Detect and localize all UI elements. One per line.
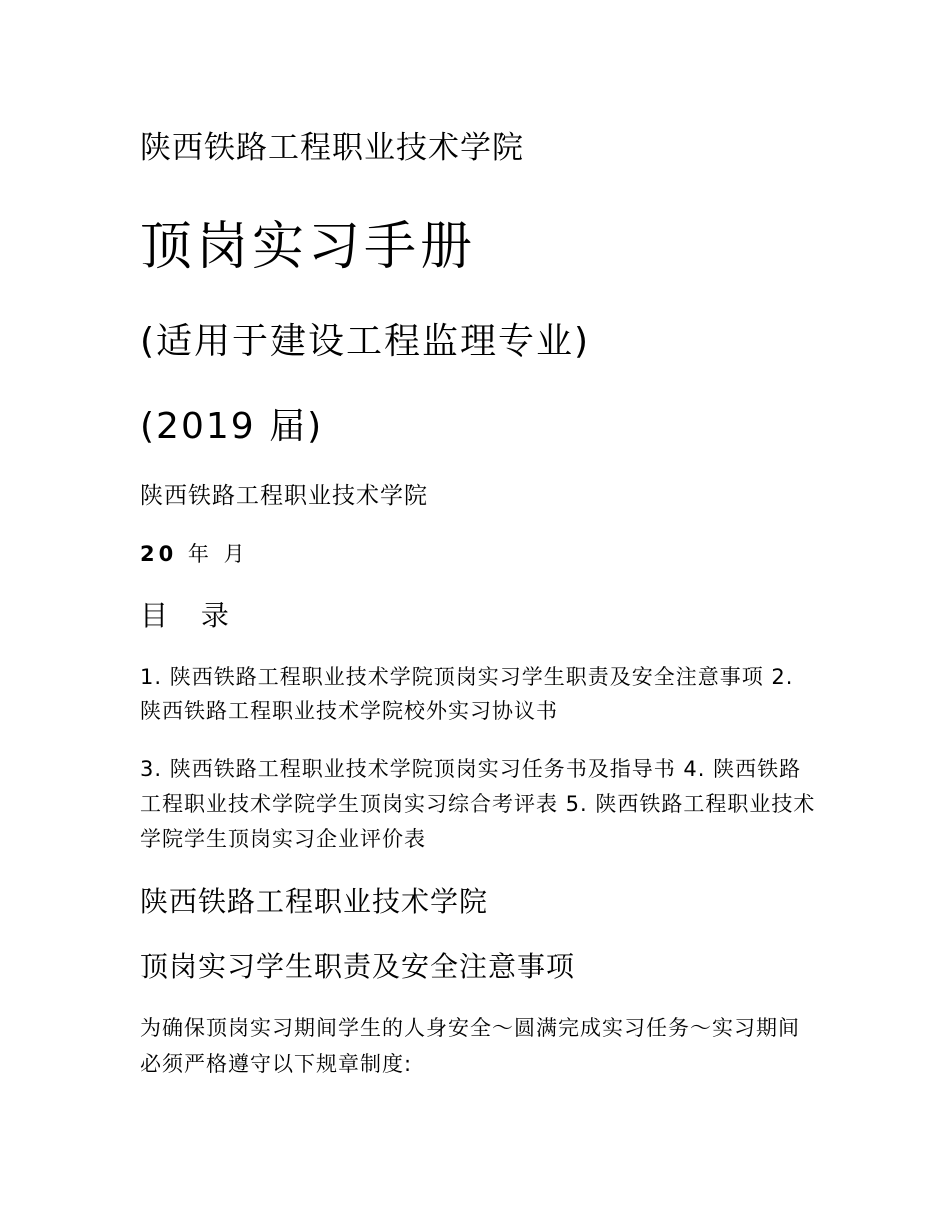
manual-subtitle: (适用于建设工程监理专业) (140, 321, 591, 362)
issue-date-year: 20 (140, 542, 178, 566)
section-school-name: 陕西铁路工程职业技术学院 (140, 885, 489, 918)
issue-date-rest: 年 月 (187, 542, 249, 566)
section-title: 顶岗实习学生职责及安全注意事项 (140, 950, 576, 983)
section-body-paragraph: 为确保顶岗实习期间学生的人身安全～圆满完成实习任务～实习期间必须严格遵守以下规章制度: (140, 1016, 800, 1076)
school-name-heading: 陕西铁路工程职业技术学院 (140, 130, 524, 166)
cohort-year: (2019 届) (140, 406, 324, 447)
manual-title: 顶岗实习手册 (140, 217, 477, 277)
toc-title: 目 录 (140, 599, 241, 632)
toc-paragraph-1: 1. 陕西铁路工程职业技术学院顶岗实习学生职责及安全注意事项 2. 陕西铁路工程职业技术学院校外实习协议书 (140, 665, 794, 723)
school-name-issuer: 陕西铁路工程职业技术学院 (140, 483, 428, 509)
toc-paragraph-2: 3. 陕西铁路工程职业技术学院顶岗实习任务书及指导书 4. 陕西铁路工程职业技术学院学生顶岗实习综合考评表 5. 陕西铁路工程职业技术学院学生顶岗实习企业评价表 (140, 757, 816, 851)
issue-date (140, 539, 249, 569)
